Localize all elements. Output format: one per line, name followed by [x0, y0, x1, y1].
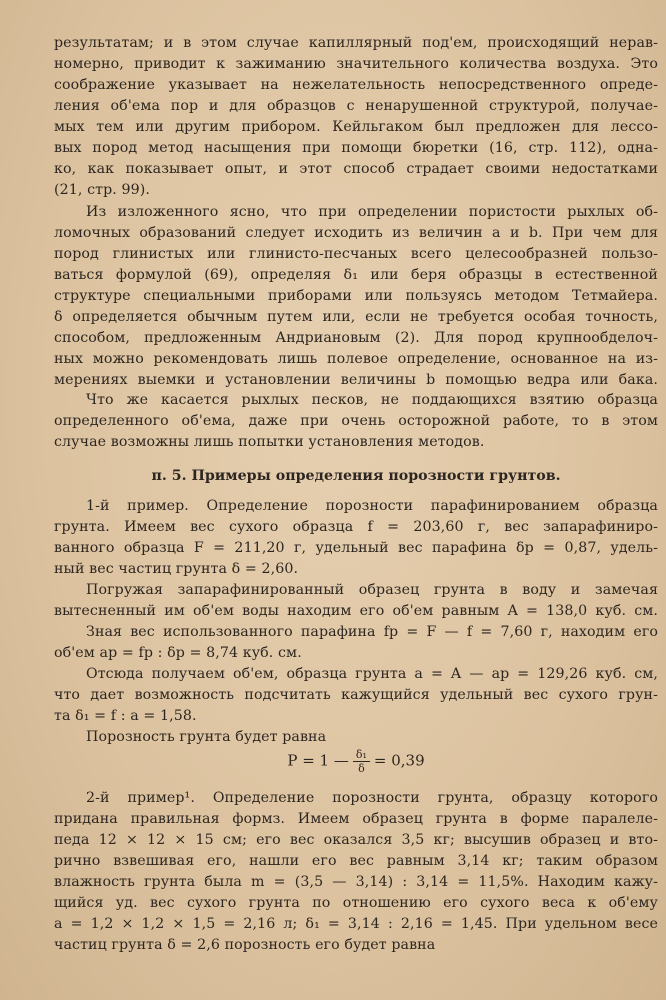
- text-line: что дает возможность подсчитать кажущийся удельный вес сухого грун-: [54, 687, 658, 703]
- text-line: ных можно рекомендовать лишь полевое определение, основанное на из-: [54, 351, 658, 367]
- text-line: педа 12 × 12 × 15 см; его вес оказался 3,5 кг; высушив образец и вто-: [54, 832, 658, 848]
- text-line: 2-й пример¹. Определение порозности грунта, образцу которого: [86, 790, 658, 806]
- text-line: вытесненный им об'ем воды находим его об'ем равным A = 138,0 куб. см.: [54, 603, 658, 619]
- text-line: щийся уд. вес сухого грунта по отношению его сухого веса к об'ему: [54, 895, 658, 911]
- text-line: пород глинистых или глинисто-песчаных всего целесообразней пользо-: [54, 246, 658, 262]
- text-line: результатам; и в этом случае капиллярный под'ем, происходящий нерав-: [54, 35, 658, 51]
- text-line: соображение указывает на нежелательность непосредственного опреде-: [54, 77, 658, 93]
- text-line: ный вес частиц грунта δ = 2,60.: [54, 561, 299, 577]
- text-line: Порозность грунта будет равна: [86, 729, 327, 745]
- text-column-tail: [54, 0, 658, 1000]
- formula-lhs: P = 1 —: [287, 751, 349, 770]
- text-line: об'ем ap = fp : δp = 8,74 куб. см.: [54, 645, 302, 661]
- text-line: влажность грунта была m = (3,5 — 3,14) : 3,14 = 11,5%. Находим кажу-: [54, 874, 658, 890]
- text-line: придана правильная формз. Имеем образец грунта в форме паралеле-: [54, 811, 658, 827]
- text-line: Погружая запарафинированный образец грунта в воду и замечая: [86, 582, 658, 598]
- text-line: мых тем или другим прибором. Кейльгаком был предложен для лессо-: [54, 119, 658, 135]
- text-line: та δ₁ = f : a = 1,58.: [54, 708, 197, 724]
- text-line: Отсюда получаем об'ем, образца грунта a = A — ap = 129,26 куб. см,: [86, 666, 658, 682]
- text-line: ломочных образований следует исходить из величин a и b. При чем для: [54, 225, 658, 241]
- text-line: Зная вес использованного парафина fp = F — f = 7,60 г, находим его: [86, 624, 658, 640]
- text-line: ления об'ема пор и для образцов с ненарушенной структурой, получае-: [54, 98, 658, 114]
- text-line: грунта. Имеем вес сухого образца f = 203,60 г, вес запарафиниро-: [54, 519, 658, 535]
- section-heading: п. 5. Примеры определения порозности грунтов.: [151, 468, 561, 484]
- text-line: ванного образца F = 211,20 г, удельный вес парафина δp = 0,87, удель-: [54, 540, 658, 556]
- text-line: ваться формулой (69), определяя δ₁ или беря образцы в естественной: [54, 267, 658, 283]
- text-line: ко, как показывает опыт, и этот способ страдает своими недостатками: [54, 161, 658, 177]
- text-line: Из изложенного ясно, что при определении пористости рыхлых об-: [86, 204, 658, 220]
- text-line: рично взвешивая его, нашли его вес равным 3,14 кг; таким образом: [54, 853, 658, 869]
- text-line: (21, стр. 99).: [54, 182, 151, 198]
- text-line: номерно, приводит к зажиманию значительного количества воздуха. Это: [54, 56, 658, 72]
- text-line: мерениях выемки и установлении величины b помощью ведра или бака.: [54, 372, 658, 388]
- text-line: способом, предложенным Андриановым (2). Для пород крупнообделоч-: [54, 330, 658, 346]
- text-line: частиц грунта δ = 2,6 порозность его будет равна: [54, 937, 436, 953]
- text-line: случае возможны лишь попытки установления методов.: [54, 434, 485, 450]
- text-line: вых пород метод насыщения при помощи бюретки (16, стр. 112), одна-: [54, 140, 658, 156]
- text-line: Что же касается рыхлых песков, не поддающихся взятию образца: [86, 392, 658, 408]
- text-line: δ определяется обычным путем или, если не требуется особая точность,: [54, 309, 658, 325]
- text-line: 1-й пример. Определение порозности парафинированием образца: [86, 498, 658, 514]
- formula-rhs: = 0,39: [373, 751, 425, 770]
- text-line: структуре специальными приборами или пользуясь методом Тетмайера.: [54, 288, 658, 304]
- text-line: определенного об'ема, даже при очень осторожной работе, то в этом: [54, 413, 658, 429]
- fraction-numerator: δ₁: [353, 748, 370, 762]
- text-line: a = 1,2 × 1,2 × 1,5 = 2,16 л; δ₁ = 3,14 : 2,16 = 1,45. При удельном весе: [54, 916, 658, 932]
- fraction-denominator: δ: [358, 762, 365, 775]
